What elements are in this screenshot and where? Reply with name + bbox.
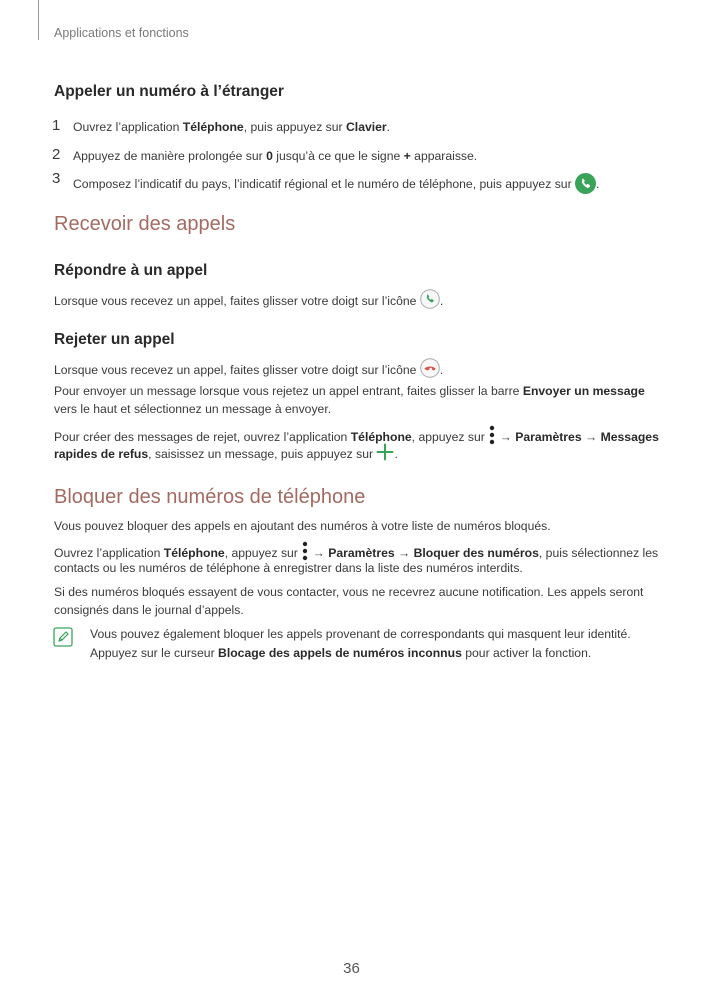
reject-text-3: vers le haut et sélectionnez un message à envoyer. [54, 402, 332, 416]
call-button-icon [575, 173, 596, 197]
heading-receive-calls: Recevoir des appels [54, 213, 236, 235]
heading-block-numbers: Bloquer des numéros de téléphone [54, 486, 366, 508]
block-text-5: consignés dans le journal d’appels. [54, 603, 244, 617]
heading-reject-call: Rejeter un appel [54, 331, 175, 348]
block-text-2: Ouvrez l’application Téléphone, appuyez sur → Paramètres → Bloquer des numéros, puis sélectionnez les [54, 541, 654, 567]
step-3: Composez l’indicatif du pays, l’indicatif régional et le numéro de téléphone, puis appuyez sur . [73, 173, 599, 197]
block-text-1: Vous pouvez bloquer des appels en ajoutant des numéros à votre liste de numéros bloqués. [54, 519, 551, 533]
reject-call-icon [420, 358, 440, 384]
reject-text-1: Lorsque vous recevez un appel, faites glisser votre doigt sur l’icône . [54, 358, 654, 384]
step-1: Ouvrez l’application Téléphone, puis appuyez sur Clavier. [73, 120, 391, 134]
note-text-1: Vous pouvez également bloquer les appels provenant de correspondants qui masquent leur identité. [90, 627, 631, 641]
section-header: Applications et fonctions [54, 26, 189, 40]
reject-text-5: rapides de refus, saisissez un message, puis appuyez sur . [54, 443, 654, 467]
reject-text-4: Pour créer des messages de rejet, ouvrez l’application Téléphone, appuyez sur → Paramètres → Messages [54, 425, 654, 451]
note-pencil-icon [53, 627, 73, 647]
heading-intl-call: Appeler un numéro à l’étranger [54, 83, 284, 100]
margin-rule [38, 0, 39, 40]
heading-answer-call: Répondre à un appel [54, 262, 208, 279]
block-text-3: contacts ou les numéros de téléphone à enregistrer dans la liste des numéros interdits. [54, 561, 523, 575]
step-number: 1 [52, 117, 61, 134]
answer-text: Lorsque vous recevez un appel, faites glisser votre doigt sur l’icône . [54, 289, 654, 315]
page-number: 36 [343, 960, 360, 977]
step-number: 3 [52, 170, 61, 187]
answer-call-icon [420, 289, 440, 315]
step-2: Appuyez de manière prolongée sur 0 jusqu’à ce que le signe + apparaisse. [73, 149, 478, 163]
add-icon [376, 443, 394, 467]
block-text-4: Si des numéros bloqués essayent de vous contacter, vous ne recevrez aucune notification. Les appels seront [54, 585, 644, 599]
reject-text-2: Pour envoyer un message lorsque vous rejetez un appel entrant, faites glisser la barre Envoyer un message [54, 384, 645, 398]
step-number: 2 [52, 146, 61, 163]
note-text-2: Appuyez sur le curseur Blocage des appels de numéros inconnus pour activer la fonction. [90, 646, 592, 660]
